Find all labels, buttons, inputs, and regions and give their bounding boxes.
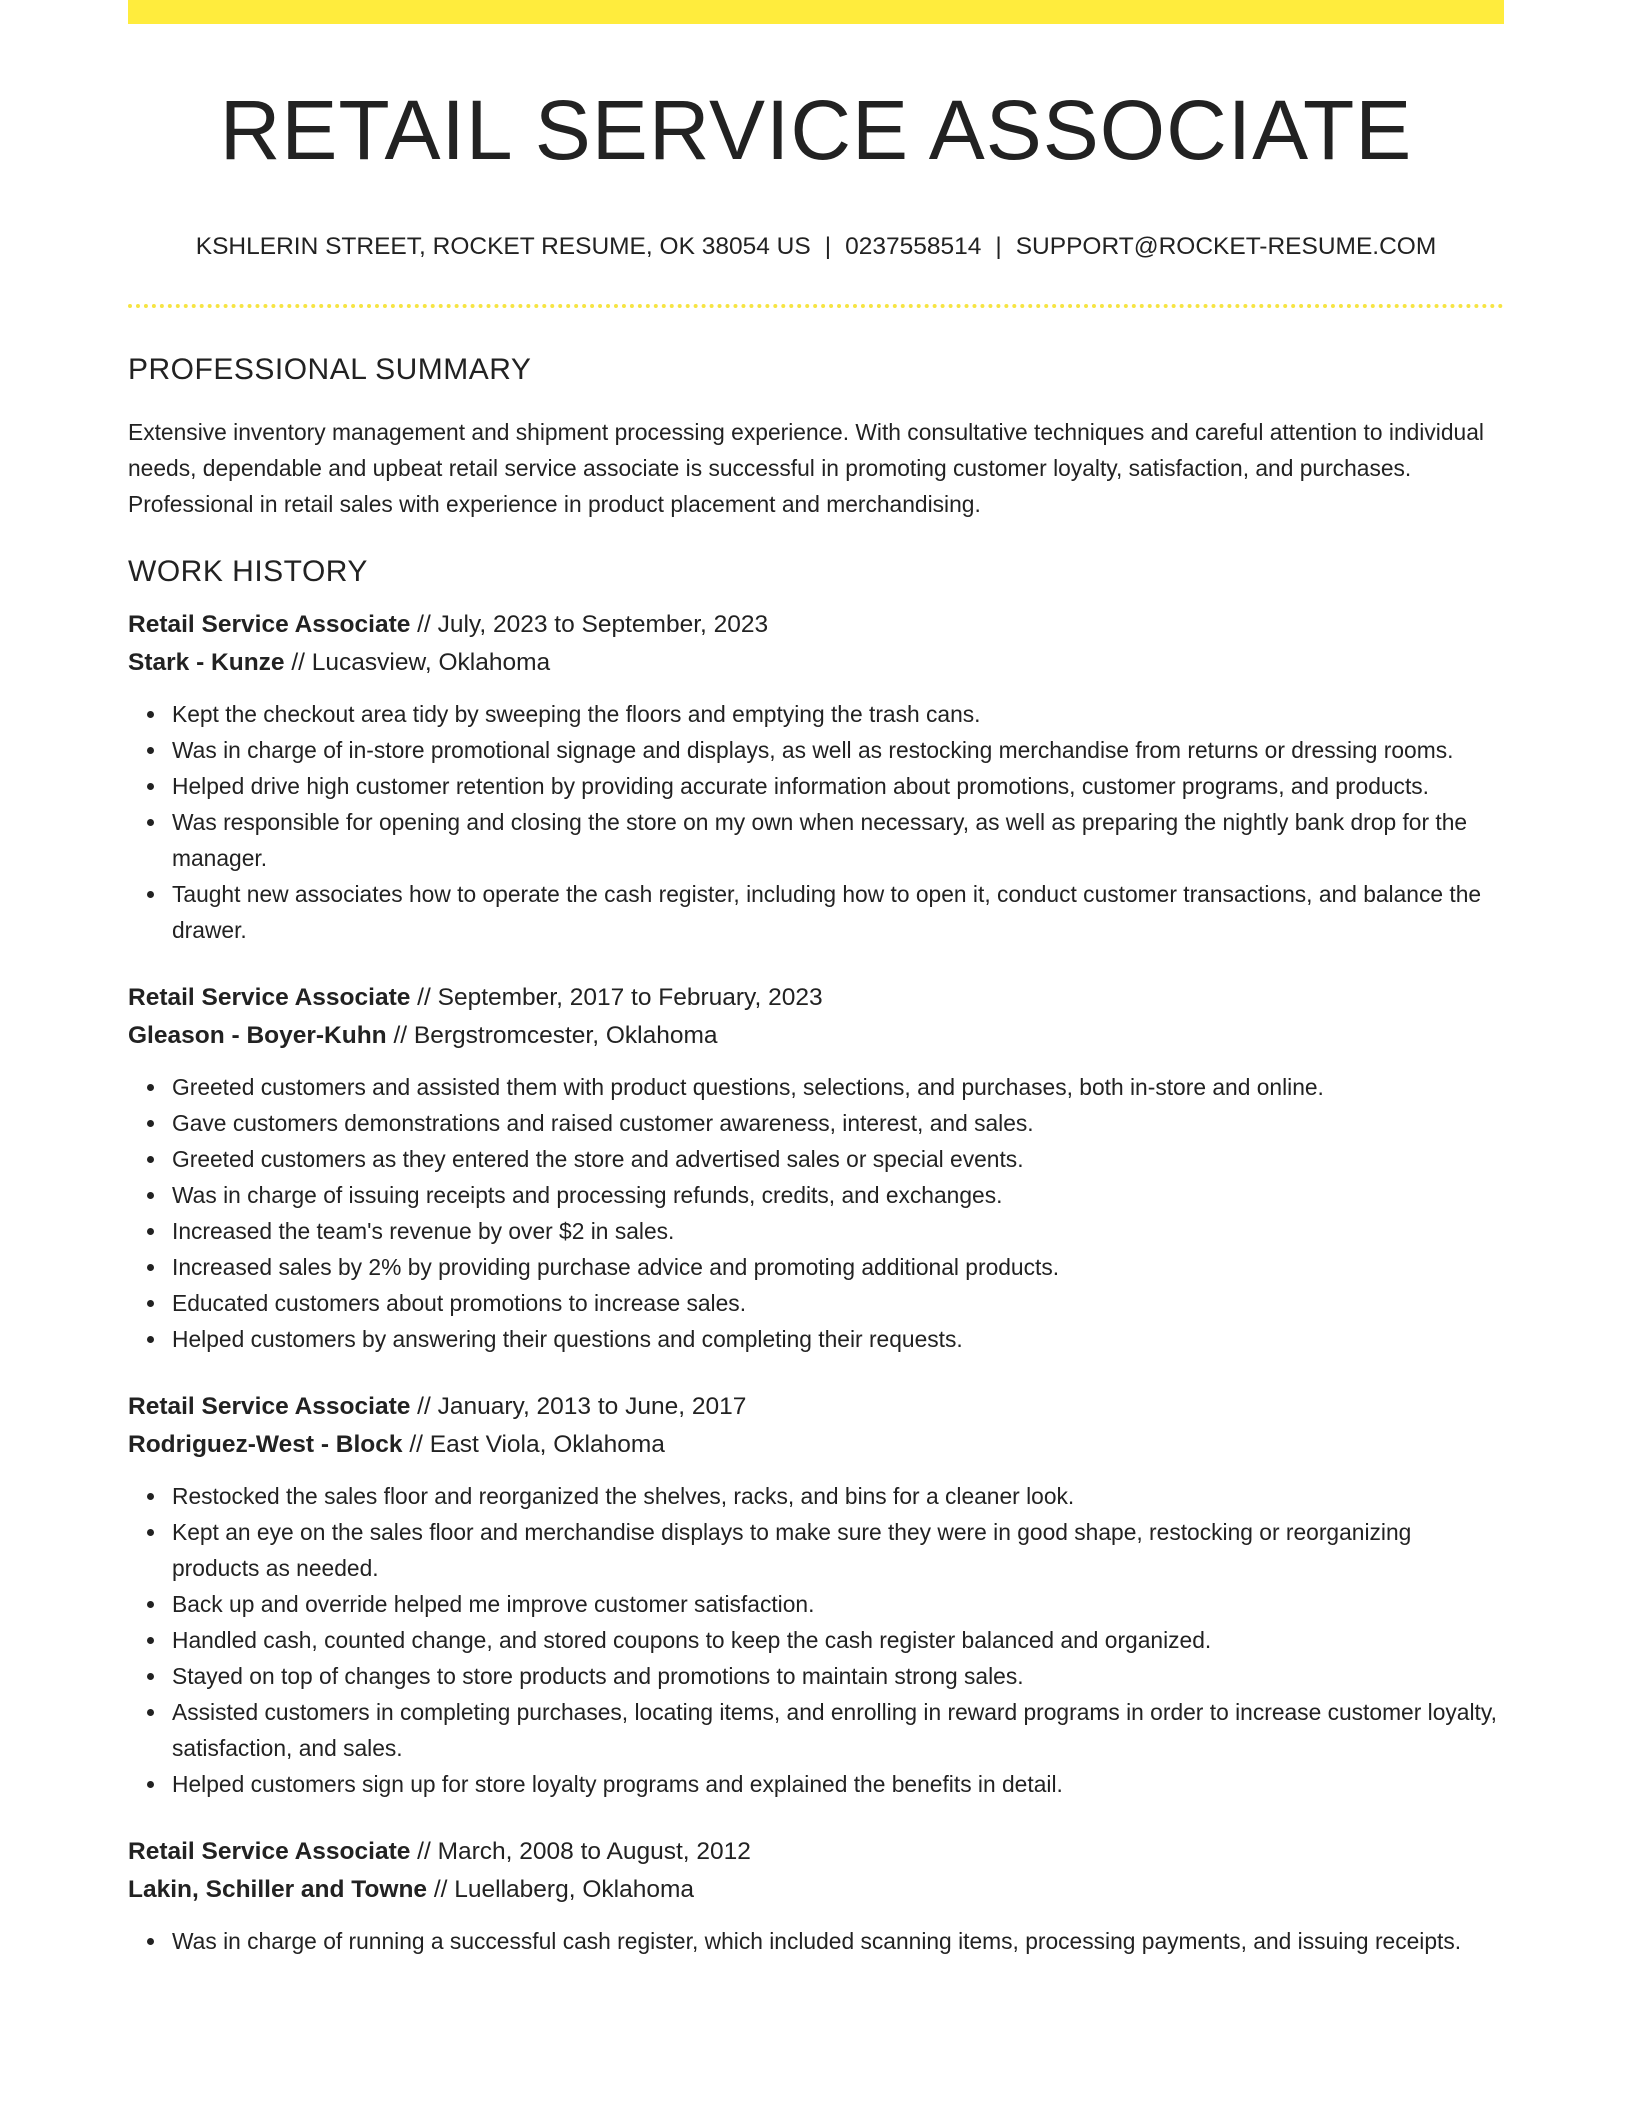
job-duty-item: Kept the checkout area tidy by sweeping the floors and emptying the trash cans.: [172, 696, 1504, 732]
job-title: Retail Service Associate: [128, 610, 411, 638]
job-dates: // July, 2023 to September, 2023: [410, 610, 769, 638]
job-duty-item: Back up and override helped me improve customer satisfaction.: [172, 1586, 1504, 1622]
job-company: Stark - Kunze: [128, 648, 285, 676]
contact-separator: |: [824, 233, 832, 261]
job-title-line: [128, 1833, 1504, 1871]
job-company: Lakin, Schiller and Towne: [128, 1875, 428, 1903]
job-duty-item: Taught new associates how to operate the cash register, including how to open it, conduct customer transactions, and balance the drawer.: [172, 876, 1504, 948]
job-duties-list: [128, 696, 1504, 948]
job-location: // Bergstromcester, Oklahoma: [386, 1021, 718, 1049]
job-dates: // September, 2017 to February, 2023: [410, 983, 823, 1011]
job-title: Retail Service Associate: [128, 983, 411, 1011]
job-duty-item: Helped drive high customer retention by providing accurate information about promotions, customer programs, and products.: [172, 768, 1504, 804]
job-entry: [128, 606, 1504, 948]
job-duties-list: [128, 1478, 1504, 1802]
job-duty-item: Increased the team's revenue by over $2 in sales.: [172, 1213, 1504, 1249]
header-divider: [128, 304, 1504, 308]
summary-heading: PROFESSIONAL SUMMARY: [128, 352, 532, 386]
job-location: // Lucasview, Oklahoma: [284, 648, 551, 676]
job-company-line: [128, 1871, 1504, 1909]
job-entry: [128, 1833, 1504, 1959]
work-history-heading: WORK HISTORY: [128, 554, 368, 588]
job-duty-item: Was in charge of running a successful cash register, which included scanning items, processing payments, and issuing receipts.: [172, 1923, 1504, 1959]
job-title-line: [128, 979, 1504, 1017]
candidate-title: RETAIL SERVICE ASSOCIATE: [219, 83, 1413, 177]
contact-separator: |: [995, 233, 1002, 261]
job-entry: [128, 979, 1504, 1357]
job-location: // Luellaberg, Oklahoma: [427, 1875, 694, 1903]
job-duty-item: Was in charge of in-store promotional signage and displays, as well as restocking merchandise from returns or dressing rooms.: [172, 732, 1504, 768]
work-history-list: [128, 606, 1504, 1959]
job-title: Retail Service Associate: [128, 1392, 411, 1420]
job-duty-item: Educated customers about promotions to increase sales.: [172, 1285, 1504, 1321]
job-title-line: [128, 1388, 1504, 1426]
contact-line: [128, 232, 1504, 261]
job-dates: // March, 2008 to August, 2012: [410, 1837, 751, 1865]
job-duty-item: Greeted customers as they entered the store and advertised sales or special events.: [172, 1141, 1504, 1177]
job-entry: [128, 1388, 1504, 1802]
job-duty-item: Handled cash, counted change, and stored coupons to keep the cash register balanced and organized.: [172, 1622, 1504, 1658]
resume-page: [128, 0, 1504, 1959]
job-duty-item: Stayed on top of changes to store products and promotions to maintain strong sales.: [172, 1658, 1504, 1694]
job-duty-item: Increased sales by 2% by providing purchase advice and promoting additional products.: [172, 1249, 1504, 1285]
job-duty-item: Helped customers sign up for store loyalty programs and explained the benefits in detail.: [172, 1766, 1504, 1802]
job-duty-item: Gave customers demonstrations and raised customer awareness, interest, and sales.: [172, 1105, 1504, 1141]
job-duty-item: Greeted customers and assisted them with product questions, selections, and purchases, both in-store and online.: [172, 1069, 1504, 1105]
job-duties-list: [128, 1923, 1504, 1959]
job-title-line: [128, 606, 1504, 644]
job-duty-item: Restocked the sales floor and reorganized the shelves, racks, and bins for a cleaner look.: [172, 1478, 1504, 1514]
job-company: Gleason - Boyer-Kuhn: [128, 1021, 387, 1049]
job-duty-item: Was responsible for opening and closing the store on my own when necessary, as well as preparing the nightly bank drop for the manager.: [172, 804, 1504, 876]
job-company-line: [128, 1426, 1504, 1464]
job-duties-list: [128, 1069, 1504, 1357]
job-company-line: [128, 1017, 1504, 1055]
contact-phone: 0237558514: [845, 233, 982, 261]
accent-bar: [128, 0, 1504, 24]
contact-address: KSHLERIN STREET, ROCKET RESUME, OK 38054 US: [195, 233, 811, 261]
job-company-line: [128, 644, 1504, 682]
contact-email: SUPPORT@ROCKET-RESUME.COM: [1015, 233, 1437, 261]
job-dates: // January, 2013 to June, 2017: [410, 1392, 747, 1420]
summary-text: Extensive inventory management and shipment processing experience. With consultative techniques and careful attention to individual needs, dependable and upbeat retail service associate is successful in promoting customer loyalty, satisfaction, and purchases. Professional in retail sales with experience in product placement and merchandising.: [128, 418, 1484, 517]
job-duty-item: Helped customers by answering their questions and completing their requests.: [172, 1321, 1504, 1357]
job-company: Rodriguez-West - Block: [128, 1430, 403, 1458]
job-location: // East Viola, Oklahoma: [402, 1430, 665, 1458]
job-duty-item: Was in charge of issuing receipts and processing refunds, credits, and exchanges.: [172, 1177, 1504, 1213]
job-title: Retail Service Associate: [128, 1837, 411, 1865]
job-duty-item: Kept an eye on the sales floor and merchandise displays to make sure they were in good shape, restocking or reorganizing products as needed.: [172, 1514, 1504, 1586]
job-duty-item: Assisted customers in completing purchases, locating items, and enrolling in reward programs in order to increase customer loyalty, satisfaction, and sales.: [172, 1694, 1504, 1766]
